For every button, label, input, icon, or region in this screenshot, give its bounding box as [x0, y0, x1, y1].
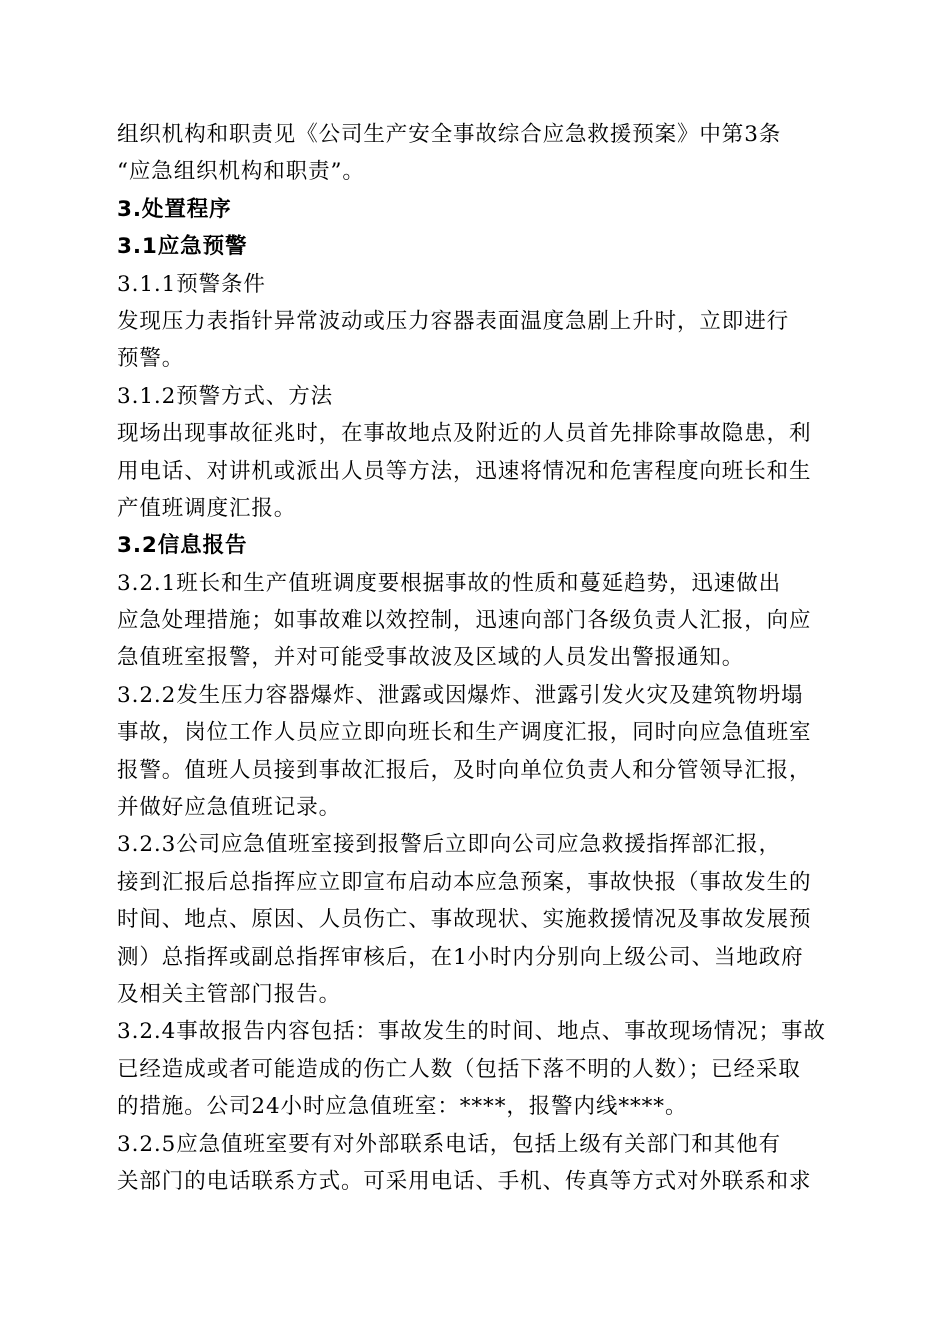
section-heading: 3.处置程序 — [117, 196, 232, 222]
body-text-line: 接到汇报后总指挥应立即宣布启动本应急预案，事故快报（事故发生的 — [117, 869, 812, 895]
clause-heading: 3.1.1预警条件 — [117, 271, 266, 297]
body-text-line: 时间、地点、原因、人员伤亡、事故现状、实施救援情况及事故发展预 — [117, 907, 812, 933]
body-text-line: “应急组织机构和职责”。 — [117, 159, 365, 185]
body-text-line: 急值班室报警，并对可能受事故波及区域的人员发出警报通知。 — [117, 645, 745, 671]
body-text-line: 3.2.5应急值班室要有对外部联系电话，包括上级有关部门和其他有 — [117, 1131, 782, 1157]
body-text-line: 应急处理措施；如事故难以效控制，迅速向部门各级负责人汇报，向应 — [117, 608, 812, 634]
body-text-line: 关部门的电话联系方式。可采用电话、手机、传真等方式对外联系和求 — [117, 1168, 812, 1194]
body-text-line: 3.2.3公司应急值班室接到报警后立即向公司应急救援指挥部汇报， — [117, 832, 782, 858]
body-text-line: 报警。值班人员接到事故汇报后，及时向单位负责人和分管领导汇报， — [117, 757, 812, 783]
subsection-heading: 3.1应急预警 — [117, 234, 248, 260]
body-text-line: 已经造成或者可能造成的伤亡人数（包括下落不明的人数）；已经采取 — [117, 1056, 801, 1082]
body-text-line: 3.2.1班长和生产值班调度要根据事故的性质和蔓延趋势，迅速做出 — [117, 570, 782, 596]
body-text-line: 产值班调度汇报。 — [117, 495, 297, 521]
body-text-line: 用电话、对讲机或派出人员等方法，迅速将情况和危害程度向班长和生 — [117, 458, 812, 484]
body-text-line: 事故，岗位工作人员应立即向班长和生产调度汇报，同时向应急值班室 — [117, 720, 812, 746]
body-text-line: 3.2.2发生压力容器爆炸、泄露或因爆炸、泄露引发火灾及建筑物坍塌 — [117, 682, 804, 708]
body-text-line: 及相关主管部门报告。 — [117, 981, 342, 1007]
body-text-line: 组织机构和职责见《公司生产安全事故综合应急救援预案》中第3条 — [117, 122, 782, 147]
body-text-line: 测）总指挥或副总指挥审核后，在1小时内分别向上级公司、当地政府 — [117, 944, 804, 970]
body-text-line: 并做好应急值班记录。 — [117, 795, 342, 821]
body-text-line: 现场出现事故征兆时，在事故地点及附近的人员首先排除事故隐患，利 — [117, 421, 812, 447]
clause-heading: 3.1.2预警方式、方法 — [117, 383, 334, 409]
body-text-line: 发现压力表指针异常波动或压力容器表面温度急剧上升时，立即进行 — [117, 308, 790, 334]
body-text-line: 3.2.4事故报告内容包括：事故发生的时间、地点、事故现场情况；事故 — [117, 1019, 826, 1045]
subsection-heading: 3.2信息报告 — [117, 533, 248, 559]
body-text-line: 的措施。公司24小时应急值班室：****，报警内线****。 — [117, 1094, 688, 1120]
document-body — [117, 116, 839, 1200]
body-text-line: 预警。 — [117, 346, 185, 372]
